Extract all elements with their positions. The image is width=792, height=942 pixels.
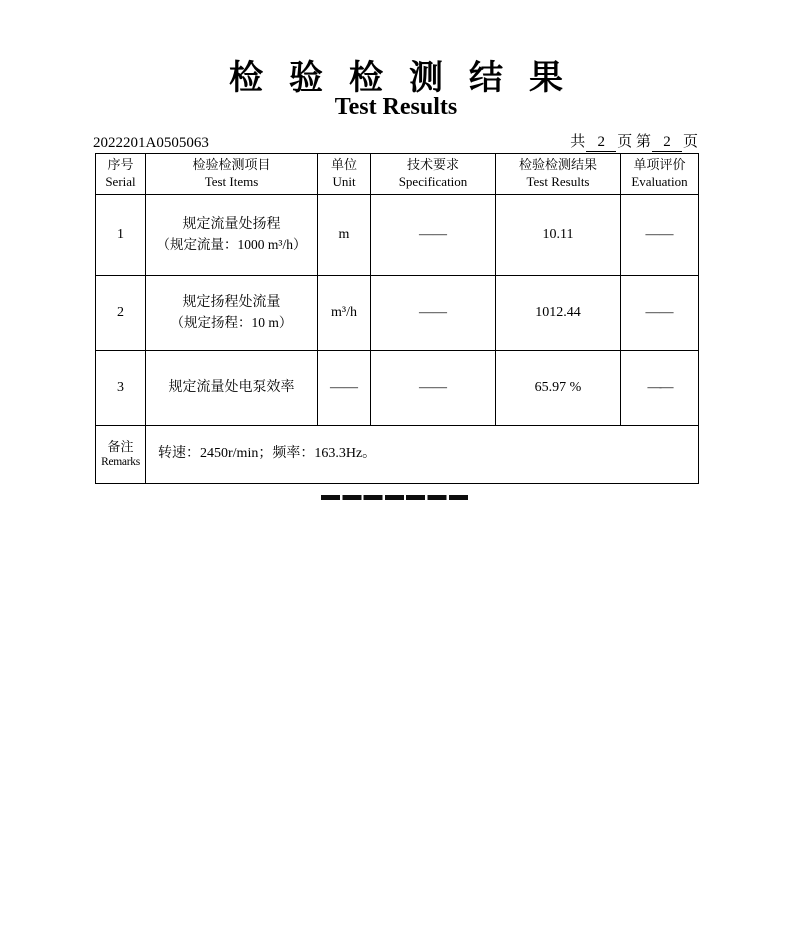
pagination-current-page: 2 (652, 135, 682, 152)
row2-unit: m³/h (318, 276, 371, 351)
report-title-cn: 检验检测结果 (229, 60, 589, 97)
row2-result: 1012.44 (496, 276, 621, 351)
row1-serial: 1 (96, 195, 146, 276)
col-header-evaluation: 单项评价 Evaluation (621, 154, 699, 195)
report-number: 2022201A0505063 (93, 134, 209, 151)
row3-item: 规定流量处电泵效率 (146, 351, 318, 426)
row1-spec: —— (371, 195, 496, 276)
pagination-pages-label-2: 页 (682, 134, 698, 150)
test-results-table (95, 153, 699, 484)
pagination-total-pages: 2 (586, 135, 616, 152)
row2-spec: —— (371, 276, 496, 351)
remarks-content: 转速：2450r/min；频率：163.3Hz。 (146, 426, 699, 484)
col-header-serial: 序号 Serial (96, 154, 146, 195)
row3-result: 65.97 % (496, 351, 621, 426)
meta-row (93, 130, 698, 152)
row2-item: 规定扬程处流量 （规定扬程：10 m） (146, 276, 318, 351)
pagination-pages-label-1: 页 (617, 134, 633, 150)
col-header-specification: 技术要求 Specification (371, 154, 496, 195)
table-header-row (96, 154, 699, 195)
col-header-unit: 单位 Unit (318, 154, 371, 195)
pagination-current-label: 第 (635, 134, 651, 150)
pagination (570, 130, 698, 152)
remarks-label: 备注 Remarks (96, 426, 146, 484)
remarks-row (96, 426, 699, 484)
row1-eval: —— (621, 195, 699, 276)
row1-unit: m (318, 195, 371, 276)
row3-eval: —— (621, 351, 699, 426)
row3-serial: 3 (96, 351, 146, 426)
row1-item: 规定流量处扬程 （规定流量：1000 m³/h） (146, 195, 318, 276)
report-title-en: Test Results (334, 94, 458, 120)
pagination-total-label: 共 (570, 134, 586, 150)
end-of-report-separator (321, 495, 470, 500)
row3-unit: —— (318, 351, 371, 426)
row2-eval: —— (621, 276, 699, 351)
col-header-test-results: 检验检测结果 Test Results (496, 154, 621, 195)
col-header-test-items: 检验检测项目 Test Items (146, 154, 318, 195)
table-row (96, 276, 699, 351)
row3-spec: —— (371, 351, 496, 426)
table-row (96, 351, 699, 426)
table-row (96, 195, 699, 276)
row2-serial: 2 (96, 276, 146, 351)
row1-result: 10.11 (496, 195, 621, 276)
